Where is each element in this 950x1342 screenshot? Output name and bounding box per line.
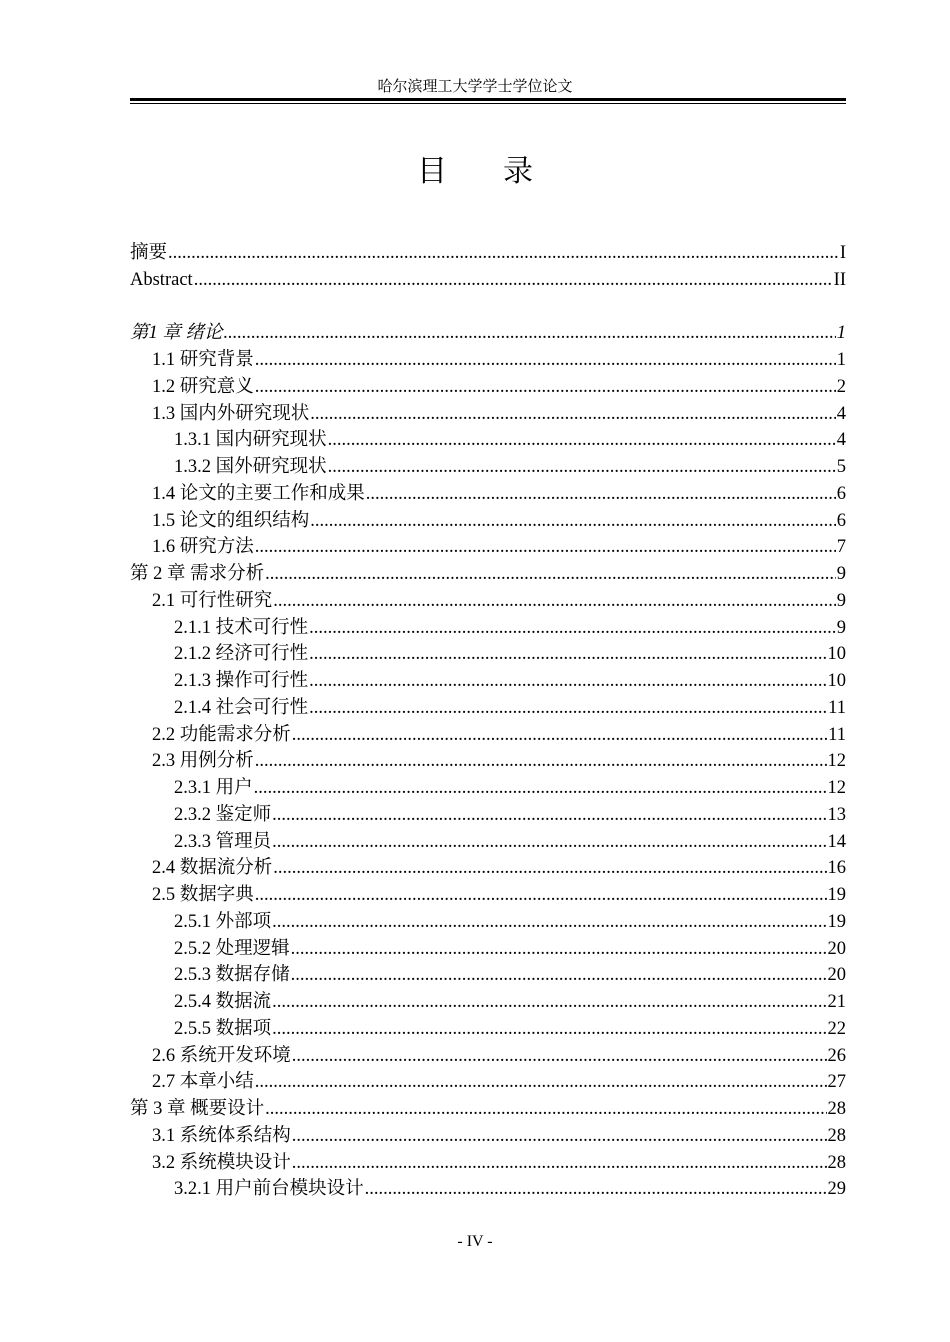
toc-entry-page: 1 xyxy=(836,350,846,370)
dot-leader xyxy=(273,588,835,615)
dot-leader xyxy=(254,775,827,802)
dot-leader xyxy=(255,534,836,561)
toc-entry-label: 2.1.4 社会可行性 xyxy=(174,697,309,718)
toc-entry-2-2[interactable] xyxy=(130,722,846,749)
toc-entry-label: 1.4 论文的主要工作和成果 xyxy=(152,483,365,504)
toc-entry-label: 1.5 论文的组织结构 xyxy=(152,510,310,531)
toc-entry-page: 12 xyxy=(827,751,846,772)
toc-entry-page: 11 xyxy=(828,724,846,745)
dot-leader xyxy=(255,347,836,374)
toc-entry-label: 3.2 系统模块设计 xyxy=(152,1152,291,1173)
toc-entry-2-1-2[interactable] xyxy=(130,641,846,668)
toc-entry-label: 2.1 可行性研究 xyxy=(152,590,273,611)
dot-leader xyxy=(291,936,827,963)
toc-entry-label: 2.6 系统开发环境 xyxy=(152,1045,291,1066)
dot-leader xyxy=(255,374,836,401)
dot-leader xyxy=(309,615,836,642)
toc-entry-2-5-4[interactable] xyxy=(130,989,846,1016)
toc-entry-1-3[interactable] xyxy=(130,401,846,428)
toc-entry-page: 29 xyxy=(827,1179,846,1200)
toc-entry-page: 4 xyxy=(836,403,846,424)
dot-leader xyxy=(310,401,835,428)
toc-entry-label: 2.5.3 数据存储 xyxy=(174,965,290,986)
dot-leader xyxy=(272,909,826,936)
toc-entry-label: 2.2 功能需求分析 xyxy=(152,724,291,745)
dot-leader xyxy=(292,722,827,749)
toc-entry-1-2[interactable] xyxy=(130,374,846,401)
toc-entry-1-3-1[interactable] xyxy=(130,427,846,454)
toc-entry-chapter-2[interactable] xyxy=(130,561,846,588)
toc-entry-label: 1.2 研究意义 xyxy=(152,376,254,397)
dot-leader xyxy=(273,855,826,882)
toc-entry-page: 21 xyxy=(827,992,846,1012)
toc-entry-label: 1.3.1 国内研究现状 xyxy=(174,430,327,451)
dot-leader xyxy=(366,481,836,508)
dot-leader xyxy=(265,1096,826,1123)
toc-entry-page: 6 xyxy=(836,510,846,531)
header-rule-thick xyxy=(130,98,846,101)
toc-entry-label: 2.1.2 经济可行性 xyxy=(174,644,309,665)
dot-leader xyxy=(265,561,836,588)
toc-entry-page: 26 xyxy=(827,1045,846,1066)
toc-entry-page: 5 xyxy=(836,457,846,477)
toc-spacer xyxy=(130,294,846,321)
toc-entry-page: I xyxy=(839,243,846,263)
dot-leader xyxy=(194,267,833,294)
toc-entry-page: 28 xyxy=(827,1099,846,1119)
dot-leader xyxy=(272,1016,826,1043)
toc-entry-2-3-1[interactable] xyxy=(130,775,846,802)
toc-entry-label: 3.2.1 用户前台模块设计 xyxy=(174,1179,364,1200)
toc-entry-2-7[interactable] xyxy=(130,1069,846,1096)
toc-entry-label: 1.1 研究背景 xyxy=(152,350,254,370)
toc-entry-2-5-2[interactable] xyxy=(130,936,846,963)
dot-leader xyxy=(309,695,827,722)
toc-entry-page: 28 xyxy=(827,1125,846,1146)
dot-leader xyxy=(292,1123,827,1150)
toc-entry-label: 第 3 章 概要设计 xyxy=(130,1099,265,1119)
toc-entry-page: 7 xyxy=(836,537,846,558)
dot-leader xyxy=(272,829,826,856)
toc-entry-abstract-en[interactable] xyxy=(130,267,846,294)
toc-entry-label: 2.5.1 外部项 xyxy=(174,911,272,932)
toc-entry-label: 2.5.2 处理逻辑 xyxy=(174,938,290,959)
toc-entry-chapter-1[interactable] xyxy=(130,320,846,347)
toc-entry-2-3-3[interactable] xyxy=(130,829,846,856)
toc-entry-label: 第 2 章 需求分析 xyxy=(130,564,265,584)
dot-leader xyxy=(255,1069,827,1096)
toc-entry-3-1[interactable] xyxy=(130,1123,846,1150)
toc-entry-page: 12 xyxy=(827,778,846,798)
toc-entry-3-2[interactable] xyxy=(130,1150,846,1177)
toc-entry-page: 16 xyxy=(827,858,846,879)
toc-entry-2-1-1[interactable] xyxy=(130,615,846,642)
dot-leader xyxy=(328,454,836,481)
dot-leader xyxy=(272,802,826,829)
toc-entry-label: 2.5.5 数据项 xyxy=(174,1018,272,1039)
toc-entry-page: 4 xyxy=(836,430,846,451)
dot-leader xyxy=(224,320,836,347)
toc-entry-label: 2.3.3 管理员 xyxy=(174,831,272,852)
toc-entry-abstract-zh[interactable] xyxy=(130,240,846,267)
toc-entry-label: 摘要 xyxy=(130,243,168,263)
toc-entry-chapter-3[interactable] xyxy=(130,1096,846,1123)
toc-entry-2-3[interactable] xyxy=(130,748,846,775)
toc-entry-page: 13 xyxy=(827,804,846,825)
toc-entry-page: 10 xyxy=(827,644,846,665)
toc-entry-1-1[interactable] xyxy=(130,347,846,374)
dot-leader xyxy=(309,641,826,668)
toc-entry-page: 9 xyxy=(836,564,846,584)
toc-entry-1-4[interactable] xyxy=(130,481,846,508)
toc-entry-label: 2.1.3 操作可行性 xyxy=(174,671,309,691)
toc-entry-2-4[interactable] xyxy=(130,855,846,882)
toc-entry-label: 1.6 研究方法 xyxy=(152,537,254,558)
toc-entry-2-3-2[interactable] xyxy=(130,802,846,829)
toc-entry-label: 2.3.2 鉴定师 xyxy=(174,804,272,825)
toc-entry-page: 20 xyxy=(827,938,846,959)
toc-entry-label: Abstract xyxy=(130,269,193,290)
toc-entry-1-3-2[interactable] xyxy=(130,454,846,481)
toc-entry-page: II xyxy=(833,269,846,290)
toc-entry-2-5-5[interactable] xyxy=(130,1016,846,1043)
dot-leader xyxy=(168,240,839,267)
toc-entry-2-5[interactable] xyxy=(130,882,846,909)
dot-leader xyxy=(255,748,827,775)
toc-entry-label: 3.1 系统体系结构 xyxy=(152,1125,291,1146)
dot-leader xyxy=(291,962,827,989)
toc-entry-page: 11 xyxy=(828,697,846,718)
toc-entry-2-5-1[interactable] xyxy=(130,909,846,936)
toc-entry-page: 9 xyxy=(836,590,846,611)
toc-entry-page: 9 xyxy=(836,617,846,638)
title-char-1: 目 xyxy=(417,155,447,188)
dot-leader xyxy=(365,1176,827,1203)
toc-entry-page: 19 xyxy=(827,885,846,905)
toc-entry-page: 2 xyxy=(836,376,846,397)
dot-leader xyxy=(309,668,826,695)
header-rule-thin xyxy=(130,103,846,104)
toc-entry-page: 14 xyxy=(827,831,846,852)
dot-leader xyxy=(310,508,835,535)
toc-entry-page: 6 xyxy=(836,483,846,504)
toc-entry-label: 1.3.2 国外研究现状 xyxy=(174,457,327,477)
toc-entry-2-5-3[interactable] xyxy=(130,962,846,989)
dot-leader xyxy=(272,989,826,1016)
dot-leader xyxy=(292,1043,827,1070)
dot-leader xyxy=(328,427,836,454)
toc-entry-1-5[interactable] xyxy=(130,508,846,535)
toc-entry-2-1[interactable] xyxy=(130,588,846,615)
title-char-2: 录 xyxy=(503,155,533,188)
toc-entry-2-6[interactable] xyxy=(130,1043,846,1070)
toc-entry-page: 10 xyxy=(827,671,846,691)
dot-leader xyxy=(255,882,827,909)
toc-entry-label: 2.3 用例分析 xyxy=(152,751,254,772)
toc-entry-2-1-4[interactable] xyxy=(130,695,846,722)
toc-entry-label: 2.5.4 数据流 xyxy=(174,992,272,1012)
toc-entry-page: 28 xyxy=(827,1152,846,1173)
toc-entry-page: 22 xyxy=(827,1018,846,1039)
toc-entry-label: 2.7 本章小结 xyxy=(152,1072,254,1093)
toc-entry-label: 2.3.1 用户 xyxy=(174,778,253,798)
toc-entry-label: 2.4 数据流分析 xyxy=(152,858,273,879)
toc-entry-page: 19 xyxy=(827,911,846,932)
toc-entry-page: 1 xyxy=(836,323,846,344)
table-of-contents xyxy=(130,240,846,1203)
page-number-footer: - IV - xyxy=(457,1233,493,1250)
toc-entry-page: 27 xyxy=(827,1072,846,1093)
toc-entry-label: 2.1.1 技术可行性 xyxy=(174,617,309,638)
toc-entry-page: 20 xyxy=(827,965,846,986)
running-header: 哈尔滨理工大学学士学位论文 xyxy=(377,79,573,95)
page-title xyxy=(0,152,950,192)
toc-entry-1-6[interactable] xyxy=(130,534,846,561)
toc-entry-3-2-1[interactable] xyxy=(130,1176,846,1203)
toc-entry-2-1-3[interactable] xyxy=(130,668,846,695)
toc-entry-label: 1.3 国内外研究现状 xyxy=(152,403,310,424)
toc-entry-label: 第1 章 绪论 xyxy=(130,323,223,344)
dot-leader xyxy=(292,1150,827,1177)
toc-entry-label: 2.5 数据字典 xyxy=(152,885,254,905)
